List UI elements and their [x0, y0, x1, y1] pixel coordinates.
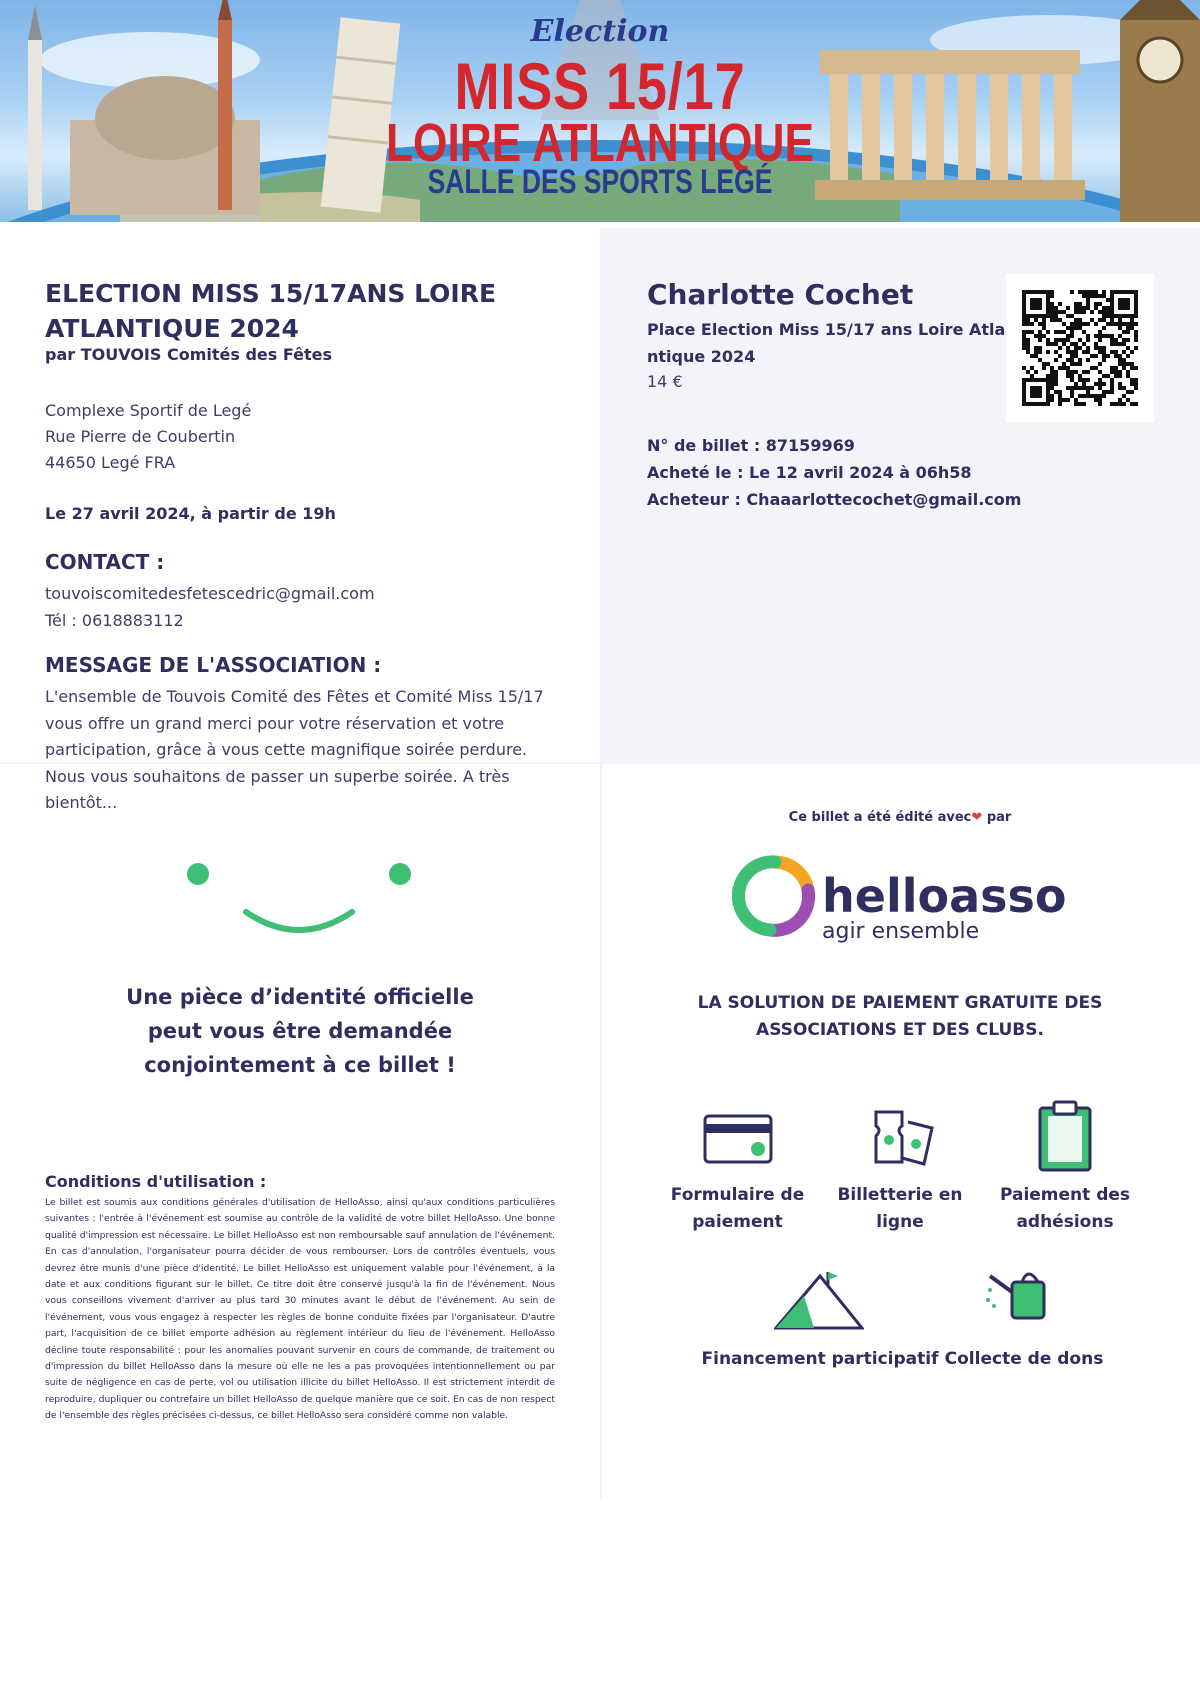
banner-title-line1: MISS 15/17 [454, 49, 746, 123]
mountain-flag-icon [774, 1270, 864, 1332]
column-divider [600, 764, 602, 1499]
tickets-icon [872, 1108, 936, 1166]
helloasso-tagline: LA SOLUTION DE PAIEMENT GRATUITE DES ASSOCIATIONS ET DES CLUBS. [697, 993, 1103, 1040]
banner-election-text: Election [530, 14, 670, 49]
id-requirement-note: Une pièce d’identité officielle peut vous être demandée conjointement à ce billet ! [126, 985, 474, 1077]
ticket-price: 14 € [647, 372, 683, 391]
helloasso-logo[interactable] [730, 850, 1110, 954]
conditions-heading: Conditions d'utilisation : [45, 1172, 267, 1191]
feature-payment-form: Formulaire de paiement [670, 1185, 805, 1232]
banner-title-line2: LOIRE ATLANTIQUE [385, 113, 815, 173]
contact-email[interactable]: touvoiscomitedesfetescedric@gmail.com [45, 584, 375, 603]
feature-membership-payment: Paiement des adhésions [999, 1185, 1131, 1232]
address-line: Complexe Sportif de Legé [45, 401, 252, 420]
event-organizer: par TOUVOIS Comités des Fêtes [45, 345, 333, 364]
clipboard-icon [1036, 1100, 1094, 1172]
ticket-number: N° de billet : 87159969 [647, 436, 855, 455]
feature-crowdfunding: Financement participatif [701, 1349, 939, 1369]
qr-code-icon [1006, 274, 1154, 422]
edited-prefix: Ce billet a été édité avec [788, 810, 972, 825]
ticket-details [647, 432, 1021, 513]
watering-can-icon [984, 1262, 1054, 1332]
message-heading: MESSAGE DE L'ASSOCIATION : [45, 653, 382, 677]
edited-suffix: par [986, 810, 1012, 825]
qr-code [1006, 274, 1154, 422]
event-title: ELECTION MISS 15/17ANS LOIRE ATLANTIQUE 2024 [45, 279, 497, 343]
feature-online-ticketing: Billetterie en ligne [837, 1185, 963, 1232]
event-banner [0, 0, 1200, 222]
contact-heading: CONTACT : [45, 550, 165, 574]
smiley-icon [180, 856, 420, 946]
contact-phone[interactable]: Tél : 0618883112 [45, 611, 184, 630]
credit-card-icon [703, 1114, 773, 1164]
message-text: L'ensemble de Touvois Comité des Fêtes et Comité Miss 15/17 vous offre un grand merci pour votre réservation et votre participation, grâce à vous cette magnifique soirée perdure. Nous vous souhaitons de passer un superbe soirée. A très bientôt... [45, 687, 544, 812]
helloasso-logo-mark-icon [730, 850, 1110, 950]
address-line: Rue Pierre de Coubertin [45, 427, 236, 446]
ticket-purchase-date: Acheté le : Le 12 avril 2024 à 06h58 [647, 463, 972, 482]
conditions-text: Le billet est soumis aux conditions générales d'utilisation de HelloAsso, ainsi qu'aux conditions particulières suivantes : l'entrée à l'événement est soumise au contrôle de la validité de votre billet HelloAsso. Une bonne qualité d'impression est nécessaire. Le billet HelloAsso est non remboursable sauf annulation de l'événement. En cas d'annulation, l'organisateur pourra décider de vous rembourser. Lors de contrôles éventuels, vous devrez être munis d'une pièce d'identité. Le billet HelloAsso est uniquement valable pour l'événement, à la date et aux conditions figurant sur le billet. Ce titre doit être conservé jusqu'à la fin de l'événement. Nous vous conseillons vivement d'arriver au plus tard 30 minutes avant le début de l'événement. Au sein de l'événement, vous vous engagez à respecter les règles de bonne conduite fixées par l'organisateur. D'autre part, l'acquisition de ce billet emporte adhésion au règlement intérieur du lieu de l'événement. HelloAsso décline toute responsabilité : pour les anomalies pouvant survenir en cours de commande, de traitement ou d'impression du billet HelloAsso dans la mesure où elle ne les a pas provoquées intentionnellement ou par suite de négligence en cas de perte, vol ou utilisation illicite du billet HelloAsso. Il est strictement interdit de reproduire, dupliquer ou contrefaire un billet HelloAsso de quelque manière que ce soit. En cas de non respect de l'ensemble des règles précisées ci-dessus, ce billet HelloAsso sera considéré comme non valable. [45, 1197, 555, 1422]
edited-with-note [600, 810, 1200, 825]
helloasso-logo-tagline: agir ensemble [822, 919, 980, 944]
heart-icon: ❤ [971, 810, 983, 825]
address-line: 44650 Legé FRA [45, 453, 176, 472]
event-date: Le 27 avril 2024, à partir de 19h [45, 504, 336, 523]
ticket-type: Place Election Miss 15/17 ans Loire Atlantique 2024 [647, 320, 1006, 366]
ticket-buyer: Acheteur : Chaaarlottecochet@gmail.com [647, 490, 1022, 509]
event-address [45, 398, 251, 476]
banner-venue: SALLE DES SPORTS LEGÉ [427, 163, 773, 201]
contact-block [45, 580, 375, 634]
ticket-holder-name: Charlotte Cochet [647, 278, 914, 311]
feature-donations: Collecte de dons [944, 1349, 1104, 1369]
helloasso-logo-name: helloasso [822, 869, 1067, 923]
